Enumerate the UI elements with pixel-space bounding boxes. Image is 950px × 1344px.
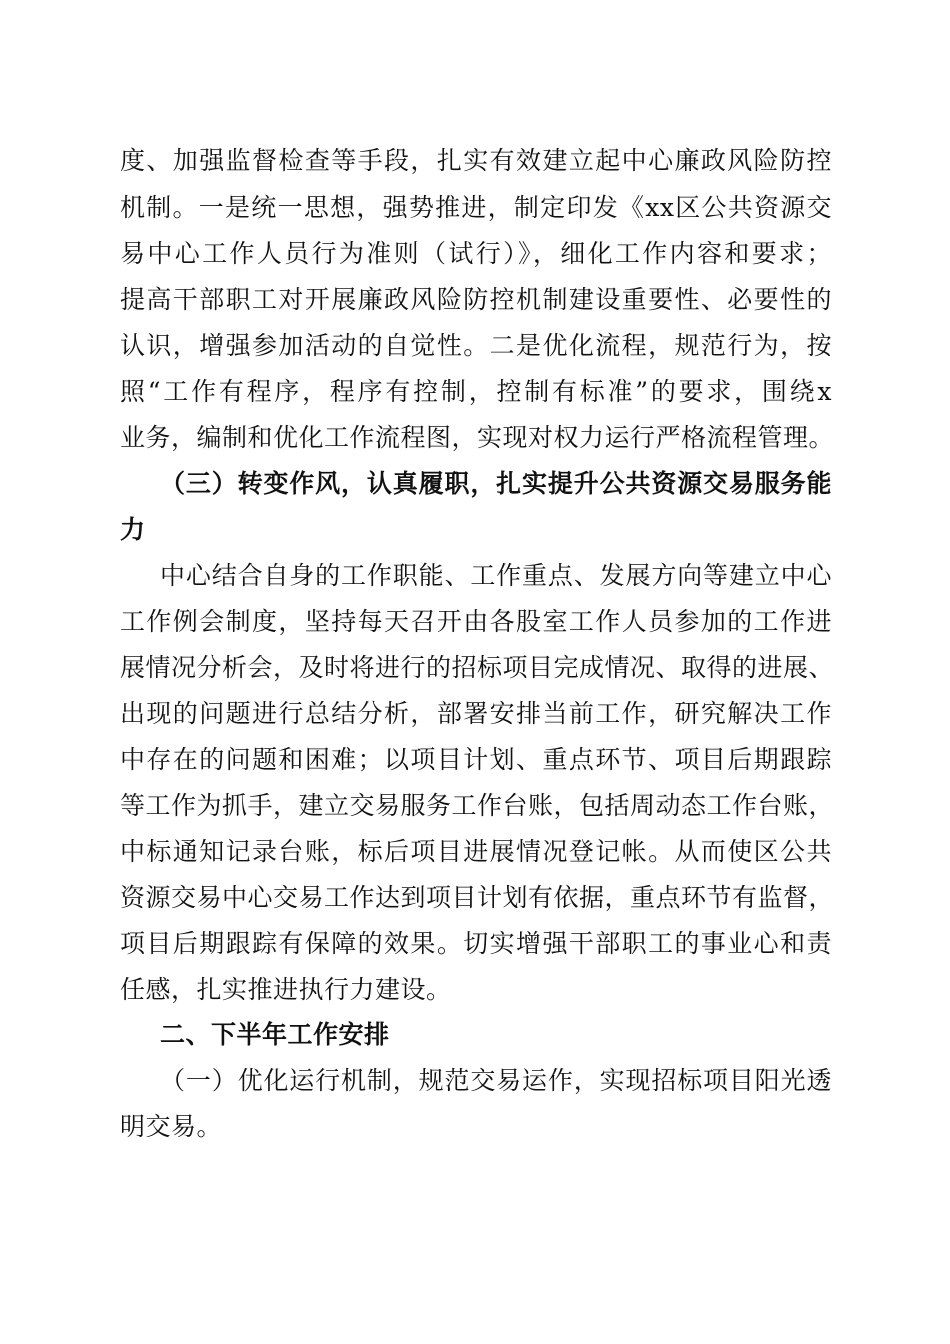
body-text-line: 机制。一是统一思想，强势推进，制定印发《xx区公共资源交 — [120, 193, 832, 222]
body-text-line: 等工作为抓手，建立交易服务工作台账，包括周动态工作台账， — [120, 791, 835, 820]
body-text-line: 易中心工作人员行为准则（试行）》，细化工作内容和要求； — [120, 239, 832, 268]
body-text-line: 任感，扎实推进执行力建设。 — [120, 975, 452, 1004]
section-heading-2: 二、下半年工作安排 — [160, 1020, 390, 1049]
body-text-line: 展情况分析会，及时将进行的招标项目完成情况、取得的进展、 — [120, 653, 835, 682]
body-text-line: 中标通知记录台账，标后项目进展情况登记帐。从而使区公共 — [120, 837, 832, 866]
body-text-line: 度、加强监督检查等手段，扎实有效建立起中心廉政风险防控 — [120, 146, 832, 175]
body-text-line: 工作例会制度，坚持每天召开由各股室工作人员参加的工作进 — [120, 607, 832, 636]
body-text-line: 中存在的问题和困难；以项目计划、重点环节、项目后期跟踪 — [120, 745, 832, 774]
body-text-line: 提高干部职工对开展廉政风险防控机制建设重要性、必要性的 — [120, 285, 832, 314]
body-text-line: 照“工作有程序，程序有控制，控制有标准”的要求，围绕x — [120, 377, 832, 406]
body-text-line: 项目后期跟踪有保障的效果。切实增强干部职工的事业心和责 — [120, 929, 832, 958]
subsection-heading-1-continued: 明交易。 — [120, 1112, 223, 1141]
body-text-line: 资源交易中心交易工作达到项目计划有依据，重点环节有监督， — [120, 883, 835, 912]
body-text-line: 出现的问题进行总结分析，部署安排当前工作，研究解决工作 — [120, 699, 832, 728]
section-heading-3-continued: 力 — [120, 515, 146, 544]
body-text-line: 中心结合自身的工作职能、工作重点、发展方向等建立中心 — [160, 561, 832, 590]
subsection-heading-1: （一）优化运行机制，规范交易运作，实现招标项目阳光透 — [160, 1066, 832, 1095]
body-text-line: 认识，增强参加活动的自觉性。二是优化流程，规范行为，按 — [120, 331, 832, 360]
section-heading-3: （三）转变作风，认真履职，扎实提升公共资源交易服务能 — [160, 469, 832, 498]
body-text-line: 业务，编制和优化工作流程图，实现对权力运行严格流程管理。 — [120, 423, 835, 452]
